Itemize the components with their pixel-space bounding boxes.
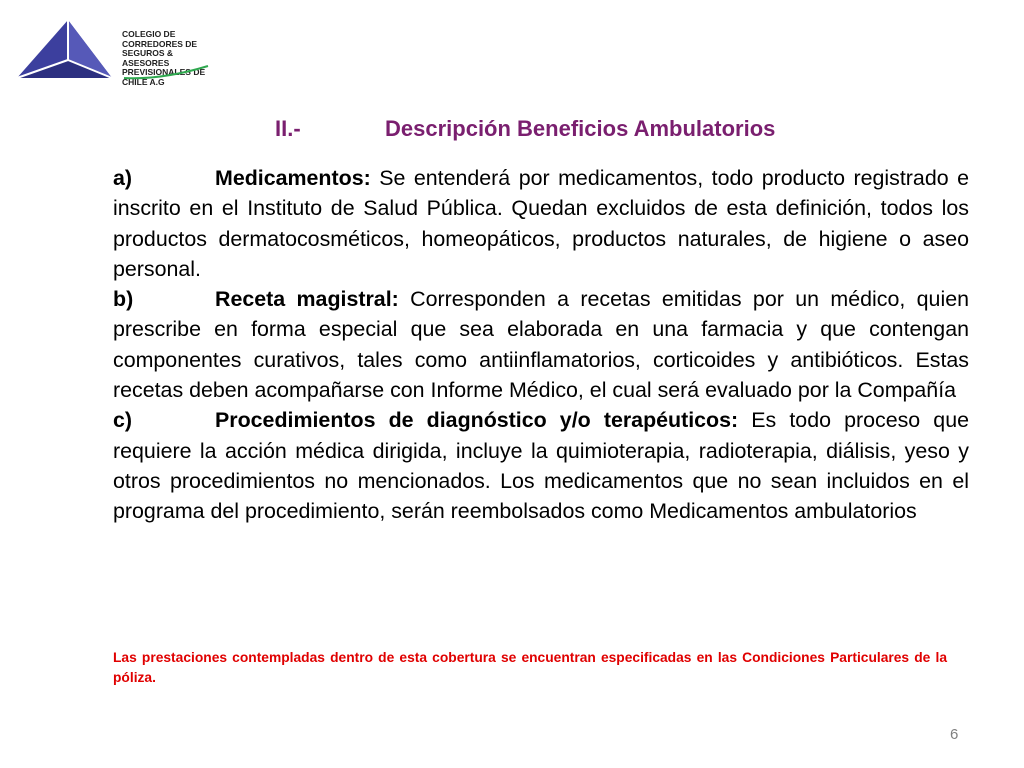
item-term: Receta magistral: [215, 287, 399, 312]
organization-logo [12, 16, 222, 87]
section-number: II.- [275, 116, 301, 141]
item-text: Se entenderá por medicamentos, todo producto registrado e inscrito en el Instituto de Salud Pública. Quedan excluidos de esta definición, todos los productos dermatocosméticos, homeopáticos, productos naturales, de higiene o aseo personal. [113, 166, 969, 281]
item-label: c) [113, 408, 133, 433]
section-title [275, 116, 775, 142]
logo-line: CORREDORES DE [122, 38, 198, 49]
item-term: Medicamentos: [215, 166, 371, 190]
item-text: Corresponden a recetas emitidas por un médico, quien prescribe en forma especial que sea elaborada en una farmacia y que contengan componentes curativos, tales como antiinflamatorios, corticoides y antibióticos. Estas recetas deben acompañarse con Informe Médico, el cual será evaluado por la Compañía [113, 287, 969, 403]
item-label: b) [113, 287, 134, 312]
logo-line: COLEGIO DE [122, 29, 176, 39]
item-term: Procedimientos de diagnóstico y/o terapéuticos: [215, 408, 739, 433]
item-label: a) [113, 166, 133, 190]
logo-line: PREVISIONALES DE [122, 67, 206, 77]
list-item [113, 405, 969, 526]
list-item [113, 163, 969, 284]
logo-line: CHILE A.G [122, 76, 165, 87]
logo-accent-line [12, 16, 222, 82]
list-item [113, 284, 969, 405]
benefits-description [113, 163, 969, 527]
item-text: Es todo proceso que requiere la acción médica dirigida, incluye la quimioterapia, radioterapia, diálisis, yeso y otros procedimientos no mencionados. Los medicamentos que no sean incluidos en el programa del procedimiento, serán reembolsados como Medicamentos ambulatorios [113, 408, 969, 524]
section-title-text: Descripción Beneficios Ambulatorios [385, 116, 776, 141]
coverage-note: Las prestaciones contempladas dentro de esta cobertura se encuentran especificadas en las Condiciones Particulares de la póliza. [113, 650, 947, 685]
logo-line: SEGUROS & ASESORES [122, 48, 174, 68]
page-number: 6 [950, 726, 959, 743]
